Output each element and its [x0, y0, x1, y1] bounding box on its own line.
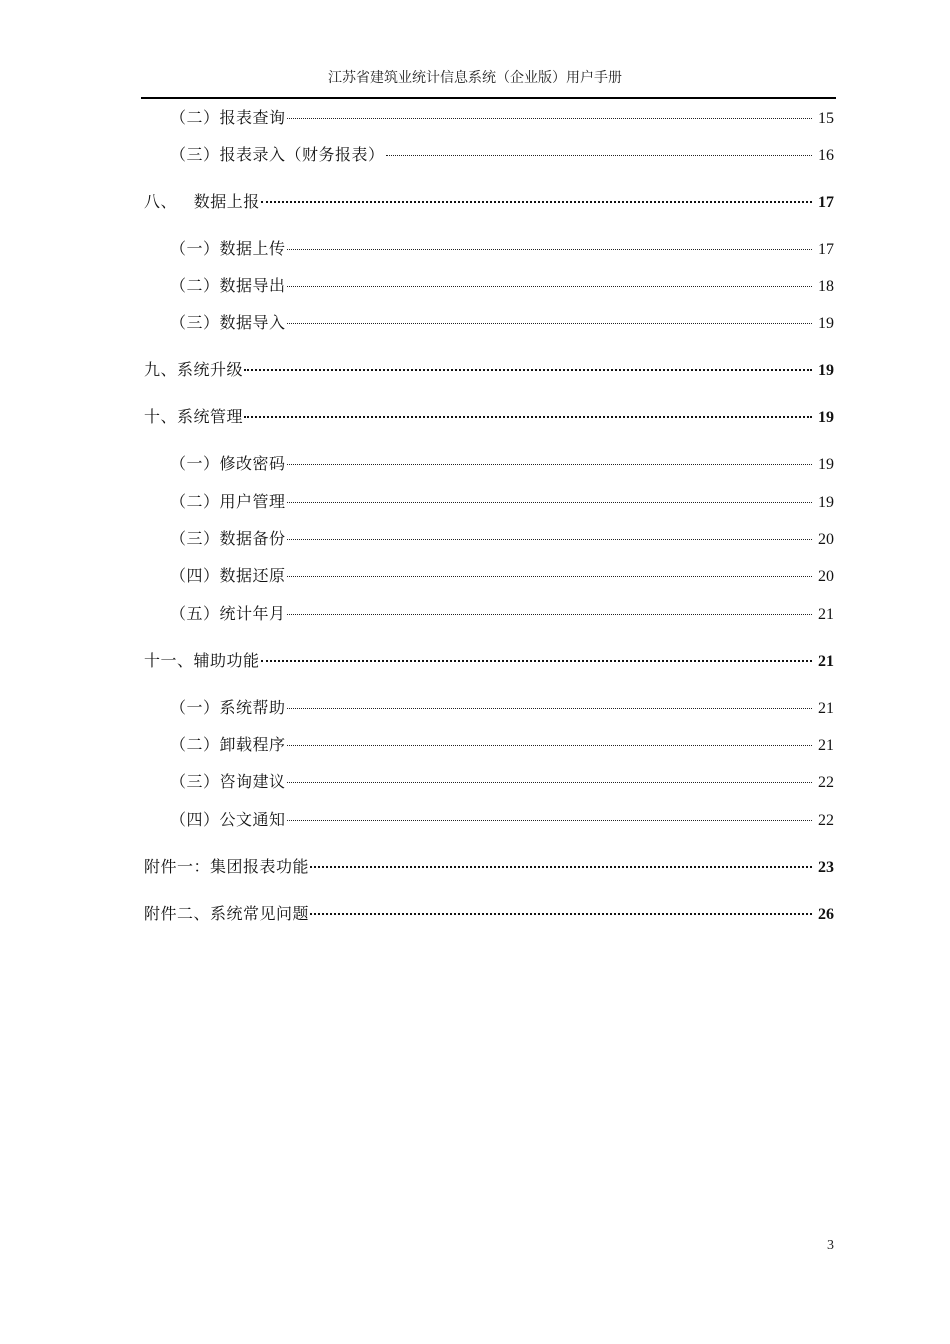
- toc-entry-page: 19: [818, 409, 834, 426]
- toc-dot-leader: [244, 416, 812, 418]
- toc-dot-leader: [287, 708, 812, 709]
- toc-dot-leader: [287, 323, 812, 324]
- toc-entry-page: 21: [818, 700, 834, 717]
- toc-entry-page: 19: [818, 315, 834, 332]
- toc-entry[interactable]: [170, 603, 834, 625]
- toc-entry-page: 19: [818, 456, 834, 473]
- toc-entry-page: 19: [818, 494, 834, 511]
- toc-dot-leader: [287, 782, 812, 783]
- toc-dot-leader: [287, 286, 812, 287]
- toc-dot-leader: [287, 464, 812, 465]
- toc-entry-label: （三）报表录入（财务报表）: [170, 145, 385, 164]
- toc-entry[interactable]: [144, 406, 834, 428]
- toc-entry[interactable]: [170, 453, 834, 475]
- toc-dot-leader: [287, 614, 812, 615]
- toc-entry[interactable]: [170, 565, 834, 587]
- toc-dot-leader: [244, 369, 812, 371]
- toc-dot-leader: [261, 660, 812, 662]
- toc-entry[interactable]: [170, 697, 834, 719]
- toc-dot-leader: [261, 201, 812, 203]
- toc-entry-page: 21: [818, 606, 834, 623]
- toc-entry-label: 十一、辅助功能: [144, 651, 260, 670]
- toc-entry[interactable]: [170, 238, 834, 260]
- toc-entry-page: 26: [818, 906, 834, 923]
- toc-entry-label: （三）数据备份: [170, 529, 286, 548]
- toc-dot-leader: [386, 155, 812, 156]
- toc-entry-label: 八、 数据上报: [144, 192, 260, 211]
- toc-entry[interactable]: [170, 771, 834, 793]
- toc-entry-page: 17: [818, 241, 834, 258]
- toc-entry[interactable]: [170, 275, 834, 297]
- toc-entry-label: 附件一：集团报表功能: [144, 857, 310, 876]
- toc-entry-page: 23: [818, 859, 834, 876]
- toc-entry[interactable]: [144, 856, 834, 878]
- toc-dot-leader: [310, 913, 812, 915]
- toc-entry-page: 15: [818, 110, 834, 127]
- toc-dot-leader: [287, 820, 812, 821]
- toc-entry-page: 16: [818, 147, 834, 164]
- toc-entry-page: 21: [818, 737, 834, 754]
- toc-entry[interactable]: [144, 650, 834, 672]
- toc-entry-label: （二）用户管理: [170, 492, 286, 511]
- toc-entry-page: 19: [818, 362, 834, 379]
- toc-entry[interactable]: [170, 491, 834, 513]
- toc-entry-label: （一）数据上传: [170, 239, 286, 258]
- toc-entry-label: （一）修改密码: [170, 454, 286, 473]
- toc-entry-page: 22: [818, 812, 834, 829]
- toc-entry-page: 18: [818, 278, 834, 295]
- toc-entry-label: （二）报表查询: [170, 108, 286, 127]
- toc-entry-label: （一）系统帮助: [170, 698, 286, 717]
- toc-entry-label: （四）公文通知: [170, 810, 286, 829]
- toc-entry[interactable]: [144, 903, 834, 925]
- toc-entry[interactable]: [170, 734, 834, 756]
- toc-entry[interactable]: [144, 359, 834, 381]
- toc-entry-page: 22: [818, 774, 834, 791]
- toc-entry-label: （二）卸载程序: [170, 735, 286, 754]
- toc-dot-leader: [287, 576, 812, 577]
- header-divider: [141, 97, 836, 99]
- toc-entry-page: 21: [818, 653, 834, 670]
- toc-dot-leader: [310, 866, 812, 868]
- toc-entry-page: 17: [818, 194, 834, 211]
- toc-dot-leader: [287, 249, 812, 250]
- toc-dot-leader: [287, 745, 812, 746]
- toc-entry-label: （五）统计年月: [170, 604, 286, 623]
- page-header: 江苏省建筑业统计信息系统（企业版）用户手册: [328, 70, 622, 86]
- toc-entry[interactable]: [170, 144, 834, 166]
- toc-entry-label: （二）数据导出: [170, 276, 286, 295]
- toc-entry[interactable]: [170, 312, 834, 334]
- toc-entry-page: 20: [818, 568, 834, 585]
- toc-dot-leader: [287, 118, 812, 119]
- toc-entry[interactable]: [144, 191, 834, 213]
- toc-entry-label: （四）数据还原: [170, 566, 286, 585]
- toc-dot-leader: [287, 539, 812, 540]
- toc-entry-label: 九、系统升级: [144, 360, 244, 379]
- toc-entry-label: （三）咨询建议: [170, 772, 286, 791]
- toc-entry-label: （三）数据导入: [170, 313, 286, 332]
- toc-entry[interactable]: [170, 107, 834, 129]
- toc-entry-page: 20: [818, 531, 834, 548]
- toc-entry-label: 十、系统管理: [144, 407, 244, 426]
- toc-entry-label: 附件二、系统常见问题: [144, 904, 310, 923]
- page-number: 3: [827, 1238, 834, 1253]
- toc-entry[interactable]: [170, 528, 834, 550]
- toc-dot-leader: [287, 502, 812, 503]
- toc-entry[interactable]: [170, 809, 834, 831]
